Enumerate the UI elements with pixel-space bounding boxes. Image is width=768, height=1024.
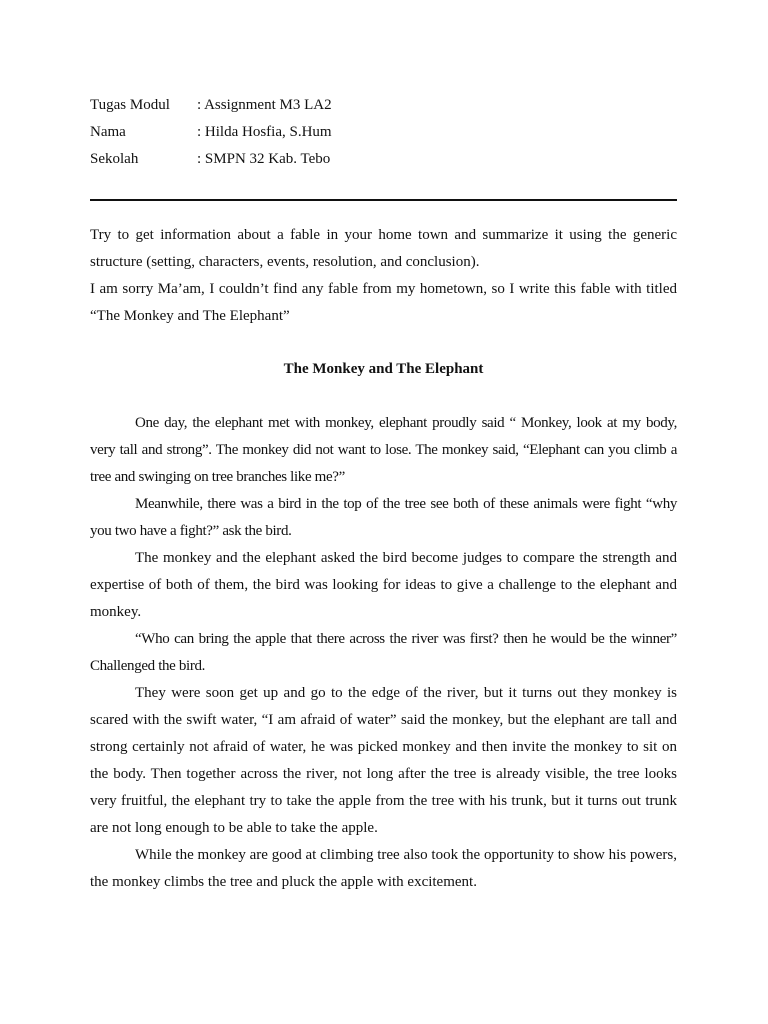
header-label: Sekolah: [90, 151, 139, 167]
header-label: Nama: [90, 124, 126, 140]
instruction-paragraph: Try to get information about a fable in your home town and summarize it using the generic structure (setting, characters, events, resolution, and conclusion).: [90, 227, 677, 270]
story-title: The Monkey and The Elephant: [283, 361, 484, 377]
header-value: : SMPN 32 Kab. Tebo: [197, 151, 331, 167]
story-paragraph: The monkey and the elephant asked the bird become judges to compare the strength and expertise of both of them, the bird was looking for ideas to give a challenge to the elephant and monkey.: [90, 550, 677, 620]
header-row-name: [90, 119, 332, 146]
story-paragraph: One day, the elephant met with monkey, elephant proudly said “ Monkey, look at my body, very tall and strong”. The monkey did not want to lose. The monkey said, “Elephant can you climb a tree and swinging on tree branches like me?”: [90, 415, 677, 485]
horizontal-divider: [90, 199, 677, 201]
header-value: : Assignment M3 LA2: [197, 97, 332, 113]
story-paragraph: They were soon get up and go to the edge of the river, but it turns out they monkey is scared with the swift water, “I am afraid of water” said the monkey, but the elephant are tall and strong certainly not afraid of water, he was picked monkey and then invite the monkey to sit on the body. Then together across the river, not long after the tree is already visible, the tree looks very fruitful, the elephant try to take the apple from the tree with his trunk, but it turns out trunk are not long enough to be able to take the apple.: [90, 685, 677, 836]
header-row-module: [90, 92, 332, 119]
note-paragraph: I am sorry Ma’am, I couldn’t find any fable from my hometown, so I write this fable with titled “The Monkey and The Elephant”: [90, 281, 677, 324]
intro-section: [90, 222, 677, 330]
story-body: [90, 410, 677, 896]
header-label: Tugas Modul: [90, 97, 170, 113]
story-paragraph: Meanwhile, there was a bird in the top of the tree see both of these animals were fight “why you two have a fight?” ask the bird.: [90, 496, 677, 539]
assignment-header: [90, 92, 332, 173]
story-paragraph: “Who can bring the apple that there across the river was first? then he would be the winner” Challenged the bird.: [90, 631, 677, 674]
header-row-school: [90, 146, 332, 173]
header-value: : Hilda Hosfia, S.Hum: [197, 124, 332, 140]
story-paragraph: While the monkey are good at climbing tree also took the opportunity to show his powers, the monkey climbs the tree and pluck the apple with excitement.: [90, 847, 677, 890]
